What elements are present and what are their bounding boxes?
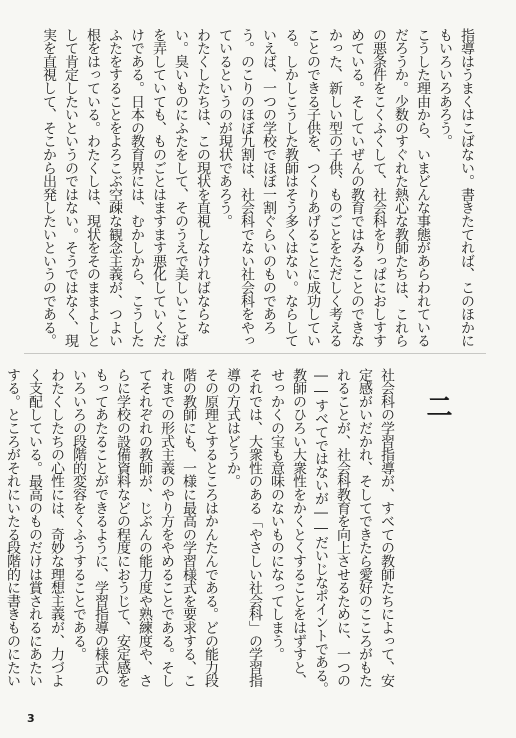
paragraph: わたくしたちの心性には、奇妙な理想主義が、力づよく支配している。最高のものだけは賞されるにあたいする。ところがそれにいたる段階的に書きものにたい (5, 368, 65, 688)
paragraph: わたくしたちは、この現状を直視しなければならない。臭いものにふたをして、そのうえで美しいことばを弄していても、ものごとはますます悪化していくだけである。日本の教育界には、むかしから、こうしたふたをすることをよろこぶ空疎な観念主義が、つよい根をはっている。わたくしは、現状をそのままよしとして肯定したいというのではない。そうではなく、現実を直視して、そこから出発したいというのである。 (41, 28, 211, 348)
paragraph: 社会科の学習指導が、すべての教師たちによって、安定感がいだかれ、そしてできたら愛好のこころがもたれることが、社会科教育を向上させるために、一つの――すべてではないが――だいじなポイントである。教師のひろい大衆性をかくとくすることをはずすと、せっかくの宝も意味のないものになってしまう。 (269, 368, 395, 696)
section-divider (24, 353, 486, 354)
bottom-text-block (5, 368, 398, 700)
paragraph: それでは、大衆性のある「やさしい社会科」の学習指導の方式はどうか。 (225, 368, 263, 688)
paragraph: 指導はうまくはこばない。書きたてれば、このほかにもいろいろあろう。 (437, 28, 475, 348)
paragraph: こうした理由から、いまどんな事態があらわれているだろうか。少数のすぐれた熱心な教師たちは、これらの悪条件をこくふくして、社会科をりっぱにおしすすめている。そしていぜんの教育ではみることのできなかった、新しい型の子供、ものごとをただしく考えることのできる子供を、つくりあげることに成功している。しかしこうした教師はそう多くはない。ならしていえば、一つの学校でほぼ一割ぐらいのものであろう。のこりのほぼ九割は、社会科でない社会科をやっているというのが現状であろう。 (217, 28, 431, 348)
paragraph: その原理とするところはかんたんである。どの能力段階の教師にも、一様に最高の学習様式を要求する、これまでの形式主義のやり方をやめることである。そしてそれぞれの教師が、じぶんの能力度や熟練度や、さらに学校の設備資料などの程度におうじて、安定感をもってあたることができるように、学習指導の様式のいろいろの段階的変容をくふうすることである。 (71, 368, 219, 688)
section-heading: 二 (422, 393, 452, 419)
page-number: 3 (27, 712, 35, 725)
top-text-block (26, 28, 478, 348)
